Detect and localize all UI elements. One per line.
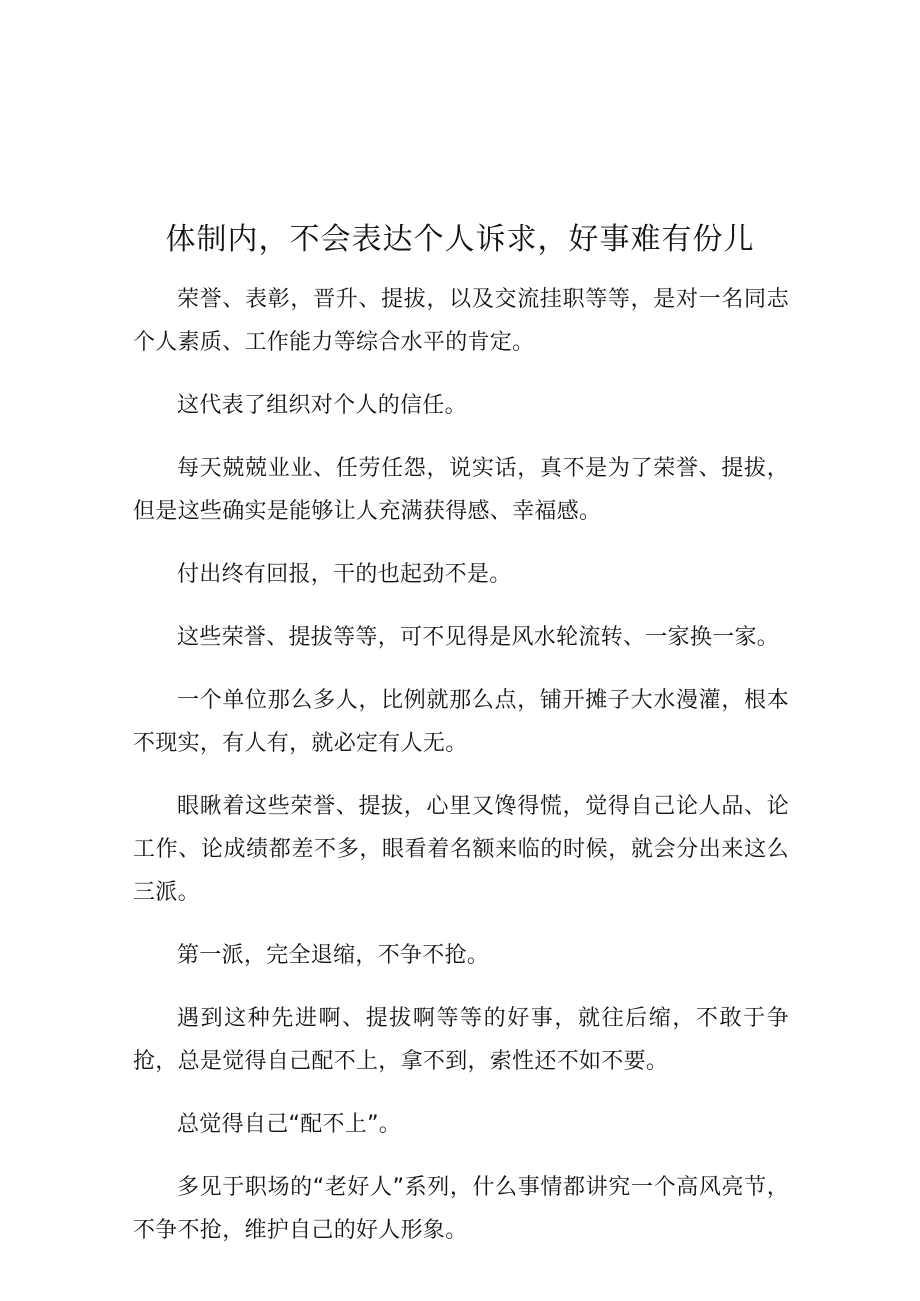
paragraph: 遇到这种先进啊、提拔啊等等的好事，就往后缩，不敢于争抢，总是觉得自己配不上，拿不到，索性还不如不要。 <box>133 1006 789 1074</box>
article-title: 体制内，不会表达个人诉求，好事难有份儿 <box>165 222 755 257</box>
paragraph: 这些荣誉、提拔等等，可不见得是风水轮流转、一家换一家。 <box>177 625 780 650</box>
paragraph: 眼瞅着这些荣誉、提拔，心里又馋得慌，觉得自己论人品、论工作、论成绩都差不多，眼看着名额来临的时候，就会分出来这么三派。 <box>133 794 789 905</box>
paragraph: 多见于职场的“老好人”系列，什么事情都讲究一个高风亮节，不争不抢，维护自己的好人形象。 <box>133 1175 789 1243</box>
paragraph: 这代表了组织对个人的信任。 <box>177 393 467 418</box>
paragraph: 荣誉、表彰，晋升、提拔，以及交流挂职等等，是对一名同志个人素质、工作能力等综合水平的肯定。 <box>133 287 789 355</box>
paragraph: 一个单位那么多人，比例就那么点，铺开摊子大水漫灌，根本不现实，有人有，就必定有人无。 <box>133 688 789 756</box>
paragraph: 每天兢兢业业、任劳任怨，说实话，真不是为了荣誉、提拔，但是这些确实是能够让人充满获得感、幸福感。 <box>133 456 789 524</box>
paragraph: 总觉得自己“配不上”。 <box>177 1112 402 1137</box>
paragraph: 付出终有回报，干的也起劲不是。 <box>177 562 512 587</box>
paragraph: 第一派，完全退缩，不争不抢。 <box>177 943 490 968</box>
article-body <box>133 278 789 1272</box>
